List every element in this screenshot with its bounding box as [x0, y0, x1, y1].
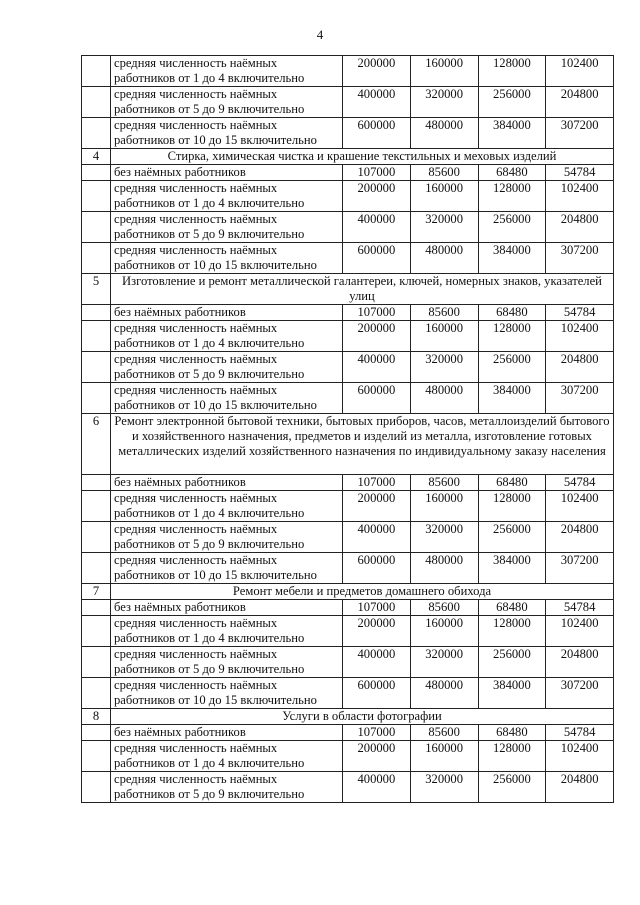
fee-value-col-3: 256000 — [478, 772, 546, 803]
section-number: 5 — [82, 274, 111, 305]
table-row — [82, 475, 614, 491]
row-number-cell — [82, 383, 111, 414]
fee-value-col-3: 256000 — [478, 522, 546, 553]
row-label: средняя численность наёмных работников от 10 до 15 включительно — [111, 243, 343, 274]
fee-value-col-1: 400000 — [343, 87, 411, 118]
fee-value-col-4: 307200 — [546, 243, 614, 274]
row-label: средняя численность наёмных работников от 10 до 15 включительно — [111, 118, 343, 149]
fee-value-col-3: 256000 — [478, 212, 546, 243]
row-label: средняя численность наёмных работников от 10 до 15 включительно — [111, 553, 343, 584]
fee-value-col-4: 307200 — [546, 553, 614, 584]
fee-value-col-3: 256000 — [478, 647, 546, 678]
table-row — [82, 772, 614, 803]
fee-value-col-4: 204800 — [546, 352, 614, 383]
row-number-cell — [82, 725, 111, 741]
fee-value-col-3: 384000 — [478, 553, 546, 584]
row-label: без наёмных работников — [111, 725, 343, 741]
row-number-cell — [82, 678, 111, 709]
fee-value-col-2: 160000 — [410, 56, 478, 87]
fee-value-col-4: 54784 — [546, 475, 614, 491]
row-label: без наёмных работников — [111, 305, 343, 321]
fee-table — [81, 55, 614, 803]
fee-value-col-1: 107000 — [343, 475, 411, 491]
fee-value-col-4: 102400 — [546, 741, 614, 772]
section-title: Услуги в области фотографии — [111, 709, 614, 725]
fee-value-col-2: 480000 — [410, 383, 478, 414]
fee-value-col-4: 204800 — [546, 772, 614, 803]
row-label: средняя численность наёмных работников от 1 до 4 включительно — [111, 491, 343, 522]
row-label: без наёмных работников — [111, 475, 343, 491]
row-label: без наёмных работников — [111, 165, 343, 181]
table-row — [82, 165, 614, 181]
fee-value-col-1: 600000 — [343, 383, 411, 414]
fee-value-col-1: 600000 — [343, 678, 411, 709]
fee-value-col-3: 68480 — [478, 305, 546, 321]
fee-value-col-1: 400000 — [343, 352, 411, 383]
fee-value-col-3: 384000 — [478, 678, 546, 709]
table-row — [82, 741, 614, 772]
fee-value-col-1: 400000 — [343, 772, 411, 803]
row-number-cell — [82, 741, 111, 772]
fee-value-col-2: 480000 — [410, 678, 478, 709]
row-label: средняя численность наёмных работников от 1 до 4 включительно — [111, 56, 343, 87]
section-title: Изготовление и ремонт металлической галантереи, ключей, номерных знаков, указателей улиц — [111, 274, 614, 305]
fee-value-col-4: 102400 — [546, 181, 614, 212]
section-number: 4 — [82, 149, 111, 165]
table-row — [82, 212, 614, 243]
row-number-cell — [82, 212, 111, 243]
section-title: Стирка, химическая чистка и крашение текстильных и меховых изделий — [111, 149, 614, 165]
fee-value-col-1: 107000 — [343, 725, 411, 741]
table-row — [82, 647, 614, 678]
row-label: средняя численность наёмных работников от 1 до 4 включительно — [111, 741, 343, 772]
row-label: без наёмных работников — [111, 600, 343, 616]
section-header-row — [82, 149, 614, 165]
fee-value-col-4: 54784 — [546, 725, 614, 741]
fee-value-col-4: 102400 — [546, 321, 614, 352]
table-row — [82, 305, 614, 321]
fee-value-col-2: 85600 — [410, 475, 478, 491]
row-number-cell — [82, 772, 111, 803]
row-number-cell — [82, 522, 111, 553]
table-row — [82, 181, 614, 212]
fee-value-col-1: 200000 — [343, 491, 411, 522]
fee-value-col-3: 128000 — [478, 56, 546, 87]
fee-value-col-4: 54784 — [546, 165, 614, 181]
row-number-cell — [82, 243, 111, 274]
row-label: средняя численность наёмных работников от 5 до 9 включительно — [111, 87, 343, 118]
fee-value-col-3: 128000 — [478, 741, 546, 772]
fee-value-col-3: 128000 — [478, 321, 546, 352]
table-row — [82, 678, 614, 709]
table-row — [82, 522, 614, 553]
row-number-cell — [82, 600, 111, 616]
fee-value-col-3: 128000 — [478, 491, 546, 522]
section-header-row — [82, 274, 614, 305]
fee-value-col-2: 160000 — [410, 321, 478, 352]
fee-value-col-2: 320000 — [410, 352, 478, 383]
fee-value-col-2: 160000 — [410, 616, 478, 647]
fee-value-col-4: 307200 — [546, 678, 614, 709]
table-row — [82, 553, 614, 584]
row-number-cell — [82, 616, 111, 647]
fee-value-col-2: 320000 — [410, 87, 478, 118]
fee-value-col-4: 204800 — [546, 522, 614, 553]
fee-value-col-1: 200000 — [343, 321, 411, 352]
row-number-cell — [82, 87, 111, 118]
row-number-cell — [82, 647, 111, 678]
row-label: средняя численность наёмных работников от 1 до 4 включительно — [111, 321, 343, 352]
row-number-cell — [82, 553, 111, 584]
fee-value-col-1: 400000 — [343, 212, 411, 243]
section-header-row — [82, 414, 614, 475]
fee-value-col-3: 128000 — [478, 616, 546, 647]
fee-value-col-2: 320000 — [410, 647, 478, 678]
row-label: средняя численность наёмных работников от 5 до 9 включительно — [111, 352, 343, 383]
table-row — [82, 118, 614, 149]
fee-value-col-4: 102400 — [546, 491, 614, 522]
row-label: средняя численность наёмных работников от 5 до 9 включительно — [111, 647, 343, 678]
table-row — [82, 491, 614, 522]
table-row — [82, 321, 614, 352]
table-row — [82, 616, 614, 647]
fee-value-col-2: 480000 — [410, 243, 478, 274]
fee-value-col-2: 480000 — [410, 118, 478, 149]
fee-value-col-4: 204800 — [546, 647, 614, 678]
fee-value-col-1: 107000 — [343, 305, 411, 321]
row-number-cell — [82, 305, 111, 321]
fee-value-col-4: 54784 — [546, 600, 614, 616]
fee-value-col-4: 307200 — [546, 118, 614, 149]
page-number: 4 — [316, 27, 324, 42]
fee-value-col-2: 320000 — [410, 772, 478, 803]
table-row — [82, 87, 614, 118]
row-label: средняя численность наёмных работников от 5 до 9 включительно — [111, 522, 343, 553]
fee-value-col-3: 128000 — [478, 181, 546, 212]
fee-value-col-3: 384000 — [478, 243, 546, 274]
fee-value-col-2: 85600 — [410, 165, 478, 181]
fee-value-col-4: 204800 — [546, 87, 614, 118]
row-number-cell — [82, 491, 111, 522]
fee-value-col-1: 400000 — [343, 522, 411, 553]
row-label: средняя численность наёмных работников от 10 до 15 включительно — [111, 678, 343, 709]
table-row — [82, 243, 614, 274]
fee-value-col-1: 600000 — [343, 243, 411, 274]
fee-value-col-3: 384000 — [478, 118, 546, 149]
section-number: 7 — [82, 584, 111, 600]
fee-value-col-4: 307200 — [546, 383, 614, 414]
fee-value-col-1: 600000 — [343, 118, 411, 149]
section-title: Ремонт мебели и предметов домашнего обихода — [111, 584, 614, 600]
fee-table-body — [82, 56, 614, 803]
section-number: 6 — [82, 414, 111, 475]
row-number-cell — [82, 475, 111, 491]
fee-value-col-3: 68480 — [478, 600, 546, 616]
fee-value-col-2: 85600 — [410, 600, 478, 616]
fee-value-col-2: 160000 — [410, 181, 478, 212]
table-row — [82, 56, 614, 87]
table-row — [82, 352, 614, 383]
fee-value-col-3: 68480 — [478, 165, 546, 181]
fee-value-col-1: 600000 — [343, 553, 411, 584]
row-label: средняя численность наёмных работников от 1 до 4 включительно — [111, 616, 343, 647]
fee-value-col-1: 200000 — [343, 56, 411, 87]
fee-value-col-4: 204800 — [546, 212, 614, 243]
fee-value-col-1: 200000 — [343, 741, 411, 772]
fee-value-col-3: 256000 — [478, 352, 546, 383]
section-number: 8 — [82, 709, 111, 725]
row-number-cell — [82, 56, 111, 87]
fee-value-col-2: 320000 — [410, 522, 478, 553]
fee-value-col-3: 384000 — [478, 383, 546, 414]
fee-value-col-1: 200000 — [343, 181, 411, 212]
fee-value-col-3: 68480 — [478, 725, 546, 741]
row-number-cell — [82, 352, 111, 383]
row-number-cell — [82, 118, 111, 149]
fee-value-col-4: 102400 — [546, 616, 614, 647]
row-label: средняя численность наёмных работников от 10 до 15 включительно — [111, 383, 343, 414]
fee-value-col-3: 68480 — [478, 475, 546, 491]
row-number-cell — [82, 321, 111, 352]
row-label: средняя численность наёмных работников от 1 до 4 включительно — [111, 181, 343, 212]
fee-value-col-2: 160000 — [410, 741, 478, 772]
table-row — [82, 383, 614, 414]
fee-value-col-4: 54784 — [546, 305, 614, 321]
row-label: средняя численность наёмных работников от 5 до 9 включительно — [111, 212, 343, 243]
section-header-row — [82, 709, 614, 725]
fee-value-col-2: 85600 — [410, 305, 478, 321]
fee-value-col-2: 320000 — [410, 212, 478, 243]
fee-value-col-1: 107000 — [343, 165, 411, 181]
fee-value-col-4: 102400 — [546, 56, 614, 87]
table-row — [82, 725, 614, 741]
fee-value-col-2: 85600 — [410, 725, 478, 741]
row-number-cell — [82, 165, 111, 181]
fee-value-col-2: 160000 — [410, 491, 478, 522]
fee-value-col-1: 107000 — [343, 600, 411, 616]
section-title: Ремонт электронной бытовой техники, бытовых приборов, часов, металлоизделий бытового и хозяйственного назначения, предметов и изделий из металла, изготовление готовых металлических изделий хозяйственного назначения по индивидуальному заказу населения — [111, 414, 614, 475]
fee-value-col-3: 256000 — [478, 87, 546, 118]
fee-value-col-1: 200000 — [343, 616, 411, 647]
section-header-row — [82, 584, 614, 600]
row-number-cell — [82, 181, 111, 212]
row-label: средняя численность наёмных работников от 5 до 9 включительно — [111, 772, 343, 803]
fee-value-col-1: 400000 — [343, 647, 411, 678]
fee-value-col-2: 480000 — [410, 553, 478, 584]
table-row — [82, 600, 614, 616]
